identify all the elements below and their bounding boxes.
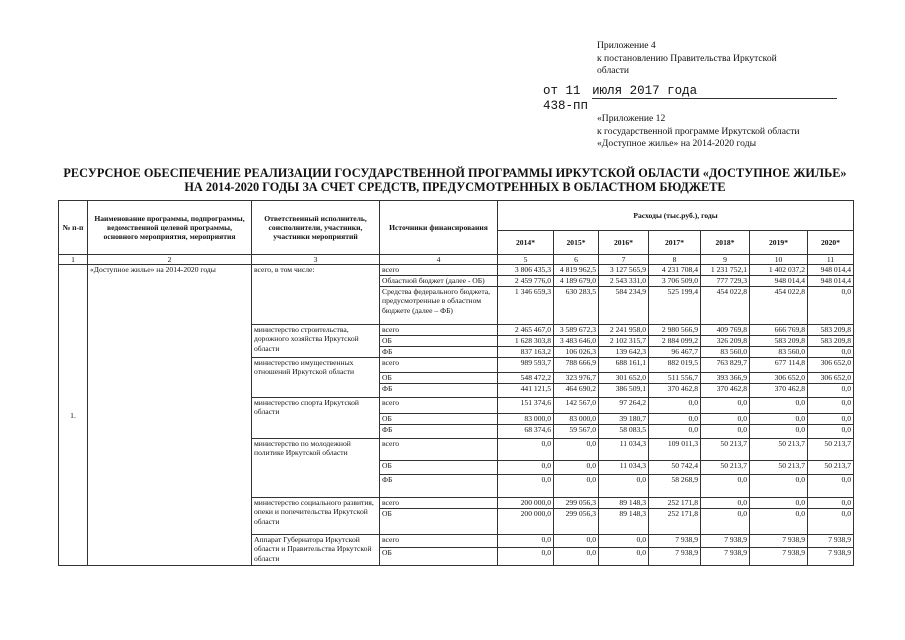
amount-cell: 83 000,0 (554, 414, 599, 425)
amount-cell: 583 209,8 (808, 336, 854, 347)
amount-cell: 0,0 (649, 414, 701, 425)
amount-cell: 409 769,8 (701, 325, 750, 336)
amount-cell: 0,0 (701, 498, 750, 509)
table-body (59, 265, 854, 566)
amount-cell: 68 374,6 (498, 425, 554, 439)
header-year: 2014* (498, 231, 554, 255)
amount-cell: 2 102 315,7 (599, 336, 649, 347)
source-cell: ОБ (380, 336, 498, 347)
amount-cell: 0,0 (701, 414, 750, 425)
executor-cell: министерство спорта Иркутской области (252, 398, 380, 439)
appendix-line: Приложение 4 (597, 40, 656, 51)
date-rest: июля 2017 года (592, 84, 837, 99)
decree-date (543, 84, 837, 99)
amount-cell: 83 560,0 (750, 347, 808, 358)
amount-cell: 83 000,0 (498, 414, 554, 425)
amount-cell: 200 000,0 (498, 509, 554, 535)
source-cell: ФБ (380, 347, 498, 358)
source-cell: всего (380, 325, 498, 336)
amount-cell: 0,0 (554, 548, 599, 566)
appendix-line: «Приложение 12 (597, 113, 666, 124)
amount-cell: 3 127 565,9 (599, 265, 649, 276)
amount-cell: 370 462,8 (701, 384, 750, 398)
amount-cell: 151 374,6 (498, 398, 554, 414)
amount-cell: 441 121,5 (498, 384, 554, 398)
amount-cell: 677 114,8 (750, 358, 808, 373)
amount-cell: 0,0 (808, 347, 854, 358)
column-index: 5 (498, 255, 554, 265)
amount-cell: 142 567,0 (554, 398, 599, 414)
amount-cell: 0,0 (808, 475, 854, 498)
header-year: 2018* (701, 231, 750, 255)
amount-cell: 0,0 (808, 498, 854, 509)
column-index: 6 (554, 255, 599, 265)
row-number: 1. (59, 265, 88, 566)
amount-cell: 0,0 (808, 414, 854, 425)
amount-cell: 0,0 (599, 535, 649, 548)
column-index: 8 (649, 255, 701, 265)
amount-cell: 370 462,8 (750, 384, 808, 398)
header-year: 2017* (649, 231, 701, 255)
appendix-header (597, 40, 897, 78)
amount-cell: 989 593,7 (498, 358, 554, 373)
amount-cell: 4 819 962,5 (554, 265, 599, 276)
amount-cell: 0,0 (701, 425, 750, 439)
amount-cell: 393 366,9 (701, 373, 750, 384)
amount-cell: 139 642,3 (599, 347, 649, 358)
amount-cell: 0,0 (554, 475, 599, 498)
amount-cell: 666 769,8 (750, 325, 808, 336)
amount-cell: 4 189 679,0 (554, 276, 599, 287)
amount-cell: 7 938,9 (649, 535, 701, 548)
amount-cell: 454 022,8 (750, 287, 808, 325)
column-index: 3 (252, 255, 380, 265)
source-cell: ОБ (380, 509, 498, 535)
amount-cell: 583 209,8 (750, 336, 808, 347)
amount-cell: 306 652,0 (750, 373, 808, 384)
amount-cell: 299 056,3 (554, 509, 599, 535)
amount-cell: 301 652,0 (599, 373, 649, 384)
amount-cell: 7 938,9 (649, 548, 701, 566)
executor-cell: министерство строительства, дорожного хозяйства Иркутской области (252, 325, 380, 358)
amount-cell: 4 231 708,4 (649, 265, 701, 276)
source-cell: ОБ (380, 414, 498, 425)
decree-number: 438-пп (543, 99, 589, 113)
amount-cell: 837 163,2 (498, 347, 554, 358)
amount-cell: 0,0 (554, 535, 599, 548)
amount-cell: 96 467,7 (649, 347, 701, 358)
amount-cell: 688 161,1 (599, 358, 649, 373)
amount-cell: 50 742,4 (649, 461, 701, 475)
amount-cell: 2 241 958,0 (599, 325, 649, 336)
source-cell: всего (380, 398, 498, 414)
header-year: 2019* (750, 231, 808, 255)
amount-cell: 584 234,9 (599, 287, 649, 325)
amount-cell: 326 209,8 (701, 336, 750, 347)
amount-cell: 89 148,3 (599, 509, 649, 535)
amount-cell: 548 472,2 (498, 373, 554, 384)
header-name: Наименование программы, подпрограммы, ведомственной целевой программы, основного мероприятия, мероприятия (88, 201, 252, 255)
header-executor: Ответственный исполнитель, соисполнители, участники, участники мероприятий (252, 201, 380, 255)
amount-cell: 3 483 646,0 (554, 336, 599, 347)
header-num: № п-п (59, 201, 88, 255)
amount-cell: 7 938,9 (701, 548, 750, 566)
executor-cell: всего, в том числе: (252, 265, 380, 325)
amount-cell: 0,0 (649, 425, 701, 439)
amount-cell: 464 690,2 (554, 384, 599, 398)
amount-cell: 882 019,5 (649, 358, 701, 373)
amount-cell: 0,0 (808, 384, 854, 398)
column-index: 11 (808, 255, 854, 265)
amount-cell: 39 180,7 (599, 414, 649, 425)
amount-cell: 323 976,7 (554, 373, 599, 384)
amount-cell: 7 938,9 (750, 535, 808, 548)
amount-cell: 1 346 659,3 (498, 287, 554, 325)
amount-cell: 50 213,7 (750, 439, 808, 461)
amount-cell: 788 666,9 (554, 358, 599, 373)
amount-cell: 948 014,4 (808, 265, 854, 276)
executor-cell: министерство по молодежной политике Иркутской области (252, 439, 380, 498)
amount-cell: 7 938,9 (808, 548, 854, 566)
column-index: 4 (380, 255, 498, 265)
amount-cell: 11 034,3 (599, 461, 649, 475)
amount-cell: 0,0 (498, 548, 554, 566)
amount-cell: 0,0 (750, 398, 808, 414)
source-cell: ОБ (380, 461, 498, 475)
header-year: 2016* (599, 231, 649, 255)
source-cell: ФБ (380, 475, 498, 498)
amount-cell: 0,0 (750, 475, 808, 498)
title-line: РЕСУРСНОЕ ОБЕСПЕЧЕНИЕ РЕАЛИЗАЦИИ ГОСУДАРСТВЕННОЙ ПРОГРАММЫ ИРКУТСКОЙ ОБЛАСТИ «ДОСТУПНОЕ ЖИЛЬЕ» (63, 166, 847, 180)
amount-cell: 83 560,0 (701, 347, 750, 358)
amount-cell: 0,0 (750, 509, 808, 535)
resource-table (58, 200, 854, 566)
amount-cell: 299 056,3 (554, 498, 599, 509)
amount-cell: 0,0 (750, 498, 808, 509)
appendix-line: к постановлению Правительства Иркутской (597, 52, 777, 64)
amount-cell: 50 213,7 (750, 461, 808, 475)
source-cell: всего (380, 358, 498, 373)
amount-cell: 0,0 (498, 461, 554, 475)
source-cell: ОБ (380, 548, 498, 566)
amount-cell: 1 231 752,1 (701, 265, 750, 276)
amount-cell: 0,0 (498, 439, 554, 461)
amount-cell: 0,0 (808, 398, 854, 414)
amount-cell: 50 213,7 (701, 439, 750, 461)
appendix-line: области (597, 65, 630, 77)
amount-cell: 1 628 303,8 (498, 336, 554, 347)
amount-cell: 0,0 (750, 425, 808, 439)
amount-cell: 0,0 (701, 475, 750, 498)
amount-cell: 2 980 566,9 (649, 325, 701, 336)
source-cell: Областной бюджет (далее - ОБ) (380, 276, 498, 287)
source-cell: ФБ (380, 425, 498, 439)
amount-cell: 525 199,4 (649, 287, 701, 325)
executor-cell: министерство имущественных отношений Иркутской области (252, 358, 380, 398)
amount-cell: 370 462,8 (649, 384, 701, 398)
document-title (40, 166, 870, 194)
amount-cell: 583 209,8 (808, 325, 854, 336)
amount-cell: 109 011,3 (649, 439, 701, 461)
amount-cell: 511 556,7 (649, 373, 701, 384)
table-row (59, 265, 854, 276)
amount-cell: 3 806 435,3 (498, 265, 554, 276)
amount-cell: 306 652,0 (808, 358, 854, 373)
amount-cell: 386 509,1 (599, 384, 649, 398)
source-cell: всего (380, 439, 498, 461)
amount-cell: 0,0 (808, 425, 854, 439)
amount-cell: 59 567,0 (554, 425, 599, 439)
source-cell: всего (380, 498, 498, 509)
amount-cell: 2 543 331,0 (599, 276, 649, 287)
amount-cell: 58 083,5 (599, 425, 649, 439)
amount-cell: 630 283,5 (554, 287, 599, 325)
amount-cell: 50 213,7 (808, 439, 854, 461)
column-index: 2 (88, 255, 252, 265)
header-year: 2020* (808, 231, 854, 255)
amount-cell: 252 171,8 (649, 498, 701, 509)
amount-cell: 7 938,9 (750, 548, 808, 566)
title-line: НА 2014-2020 ГОДЫ ЗА СЧЕТ СРЕДСТВ, ПРЕДУСМОТРЕННЫХ В ОБЛАСТНОМ БЮДЖЕТЕ (184, 180, 726, 194)
source-cell: всего (380, 265, 498, 276)
amount-cell: 454 022,8 (701, 287, 750, 325)
amount-cell: 0,0 (599, 548, 649, 566)
date-prefix: от (543, 84, 559, 98)
header-source: Источники финансирования (380, 201, 498, 255)
amount-cell: 106 026,3 (554, 347, 599, 358)
amount-cell: 0,0 (701, 509, 750, 535)
column-index: 7 (599, 255, 649, 265)
column-index: 9 (701, 255, 750, 265)
source-cell: ФБ (380, 384, 498, 398)
amount-cell: 11 034,3 (599, 439, 649, 461)
amount-cell: 3 706 509,0 (649, 276, 701, 287)
amount-cell: 948 014,4 (750, 276, 808, 287)
column-index: 1 (59, 255, 88, 265)
amount-cell: 0,0 (554, 461, 599, 475)
executor-cell: Аппарат Губернатора Иркутской области и Правительства Иркутской области (252, 535, 380, 566)
amount-cell: 777 729,3 (701, 276, 750, 287)
appendix-line: к государственной программе Иркутской области (597, 125, 800, 137)
amount-cell: 306 652,0 (808, 373, 854, 384)
amount-cell: 0,0 (750, 414, 808, 425)
source-cell: ОБ (380, 373, 498, 384)
amount-cell: 58 268,9 (649, 475, 701, 498)
amount-cell: 763 829,7 (701, 358, 750, 373)
amount-cell: 2 459 776,0 (498, 276, 554, 287)
amount-cell: 7 938,9 (701, 535, 750, 548)
program-name: «Доступное жилье» на 2014-2020 годы (88, 265, 252, 566)
amount-cell: 2 465 467,0 (498, 325, 554, 336)
source-cell: всего (380, 535, 498, 548)
amount-cell: 0,0 (498, 535, 554, 548)
program-appendix-header (597, 113, 897, 151)
amount-cell: 1 402 037,2 (750, 265, 808, 276)
amount-cell: 0,0 (701, 398, 750, 414)
column-index: 10 (750, 255, 808, 265)
header-expenses: Расходы (тыс.руб.), годы (498, 201, 854, 231)
amount-cell: 0,0 (649, 398, 701, 414)
appendix-line: «Доступное жилье» на 2014-2020 годы (597, 138, 757, 150)
amount-cell: 0,0 (554, 439, 599, 461)
amount-cell: 0,0 (599, 475, 649, 498)
source-cell: Средства федерального бюджета, предусмотренные в областном бюджете (далее – ФБ) (380, 287, 498, 325)
amount-cell: 200 000,0 (498, 498, 554, 509)
header-year: 2015* (554, 231, 599, 255)
executor-cell: министерство социального развития, опеки и попечительства Иркутской области (252, 498, 380, 535)
date-day: 11 (565, 84, 581, 98)
amount-cell: 7 938,9 (808, 535, 854, 548)
amount-cell: 50 213,7 (701, 461, 750, 475)
amount-cell: 0,0 (808, 287, 854, 325)
amount-cell: 0,0 (498, 475, 554, 498)
amount-cell: 50 213,7 (808, 461, 854, 475)
amount-cell: 3 589 672,3 (554, 325, 599, 336)
amount-cell: 97 264,2 (599, 398, 649, 414)
amount-cell: 0,0 (808, 509, 854, 535)
amount-cell: 2 884 099,2 (649, 336, 701, 347)
amount-cell: 948 014,4 (808, 276, 854, 287)
amount-cell: 89 148,3 (599, 498, 649, 509)
amount-cell: 252 171,8 (649, 509, 701, 535)
